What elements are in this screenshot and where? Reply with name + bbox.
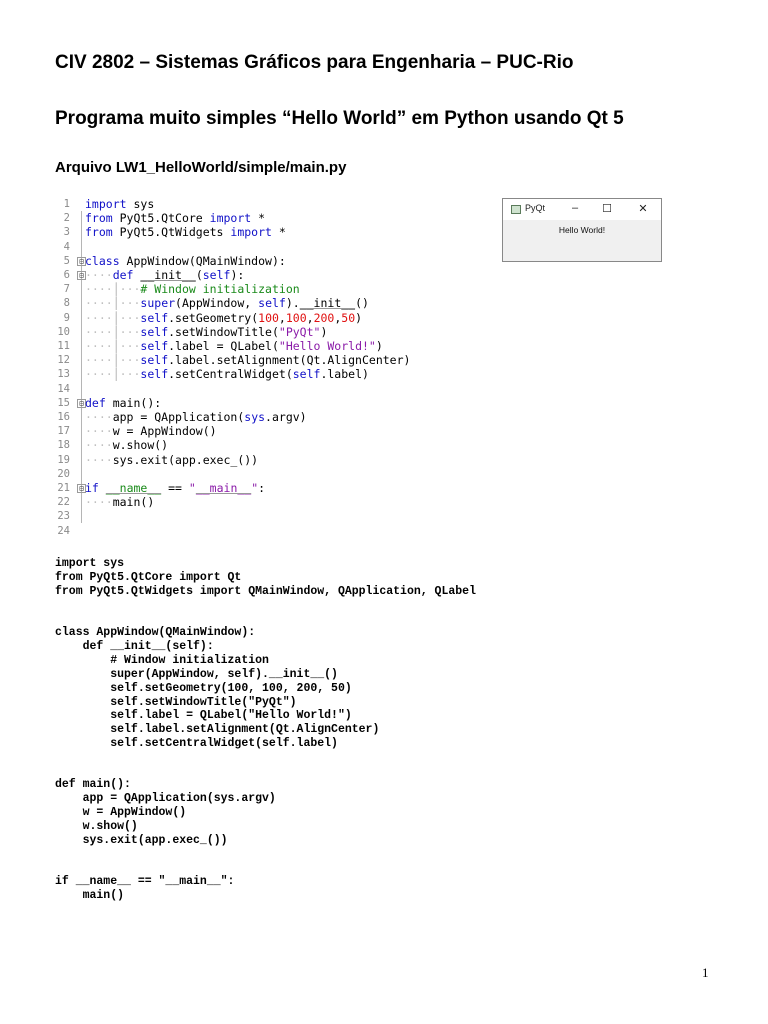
code-line: self.setGeometry(100, 100, 200, 50) <box>55 682 352 695</box>
line-number: 11 <box>57 340 70 352</box>
window-titlebar <box>503 199 661 220</box>
line-number: 18 <box>57 439 70 452</box>
app-icon <box>511 205 521 214</box>
fold-icon[interactable]: ⊟ <box>77 399 86 408</box>
window-title: PyQt <box>525 203 546 213</box>
code-line: def main(): <box>55 778 131 791</box>
line-number: 21 <box>57 482 70 494</box>
document-title: Programa muito simples “Hello World” em Python usando Qt 5 <box>55 108 624 129</box>
code-line: def __init__(self): <box>55 640 214 653</box>
code-line: self.setCentralWidget(self.label) <box>55 737 338 750</box>
code-line: import sys <box>55 557 125 570</box>
code-line: if __name__ == "__main__": <box>55 875 235 888</box>
line-number: 23 <box>57 510 70 523</box>
code-line: class AppWindow(QMainWindow): <box>55 626 256 639</box>
fold-icon[interactable]: ⊟ <box>77 271 86 280</box>
line-number: 6 <box>63 269 70 281</box>
line-number: 22 <box>57 496 70 509</box>
code-line: main() <box>55 889 125 902</box>
code-line: w.show() <box>55 820 138 833</box>
line-number: 10 <box>57 325 70 338</box>
line-number: 9 <box>63 311 70 324</box>
fold-icon[interactable]: ⊟ <box>77 484 86 493</box>
code-line: app = QApplication(sys.argv) <box>55 792 276 805</box>
line-number: 24 <box>57 524 70 537</box>
code-line: super(AppWindow, self).__init__() <box>55 668 338 681</box>
line-number: 13 <box>57 368 70 381</box>
line-number: 14 <box>57 382 70 395</box>
code-line: # Window initialization <box>55 654 269 667</box>
close-icon[interactable]: ✕ <box>638 203 648 215</box>
line-number: 2 <box>63 212 70 225</box>
line-number: 16 <box>57 411 70 423</box>
code-line: self.label.setAlignment(Qt.AlignCenter) <box>55 723 380 736</box>
hello-label: Hello World! <box>558 225 606 235</box>
line-number: 19 <box>57 453 70 466</box>
minimize-icon[interactable]: – <box>571 202 579 214</box>
code-line: from PyQt5.QtWidgets import QMainWindow, QApplication, QLabel <box>55 585 476 598</box>
line-number: 1 <box>63 198 70 210</box>
page-number: 1 <box>702 965 709 980</box>
line-number: 17 <box>57 425 70 438</box>
line-number: 8 <box>63 297 70 310</box>
line-number: 12 <box>57 354 70 367</box>
line-number: 15 <box>57 396 70 409</box>
code-line: from PyQt5.QtCore import Qt <box>55 571 242 584</box>
line-number: 4 <box>63 240 70 253</box>
fold-icon[interactable]: ⊟ <box>77 257 86 266</box>
code-line: self.label = QLabel("Hello World!") <box>55 709 352 722</box>
maximize-icon[interactable]: ☐ <box>602 203 612 215</box>
line-number: 7 <box>63 283 70 296</box>
line-number: 5 <box>63 254 70 267</box>
code-line: w = AppWindow() <box>55 806 187 819</box>
course-header: CIV 2802 – Sistemas Gráficos para Engenharia – PUC-Rio <box>55 52 574 73</box>
code-line: sys.exit(app.exec_()) <box>55 834 228 847</box>
pyqt-window-screenshot <box>502 198 662 262</box>
line-number: 20 <box>57 467 70 480</box>
file-label: Arquivo LW1_HelloWorld/simple/main.py <box>55 159 347 176</box>
code-editor-screenshot: 1 import sys 2 from PyQt5.QtCore import * 3 from PyQt5.QtWidgets import * 4 5 ⊟ class AppWindow(QMainWindow): 6 ⊟ ····def __init__(self): 7 ····│···# Window initialization 8 ····│···super(AppWindow, self).__init__() 9 ····│···self.setGeometry(100,100,200,50) 10 ····│···self.setWindowTitle("PyQt") 11 ····│···self.label = QLabel("Hello World!") 12 ····│···self.label.setAlignment(Qt.AlignCenter) 13 ····│···self.setCentralWidget(self.label) 14 15 ⊟ def main(): 16 ····app = QApplication(sys.argv) 17 ····w = AppWindow() 18 ····w.show() 19 ····sys.exit(app.exec_()) 20 21 ⊟ if __name__ == "__main__": 22 ····main() 23 24 <box>57 197 411 537</box>
code-line: self.setWindowTitle("PyQt") <box>55 696 297 709</box>
line-number: 3 <box>63 226 70 239</box>
